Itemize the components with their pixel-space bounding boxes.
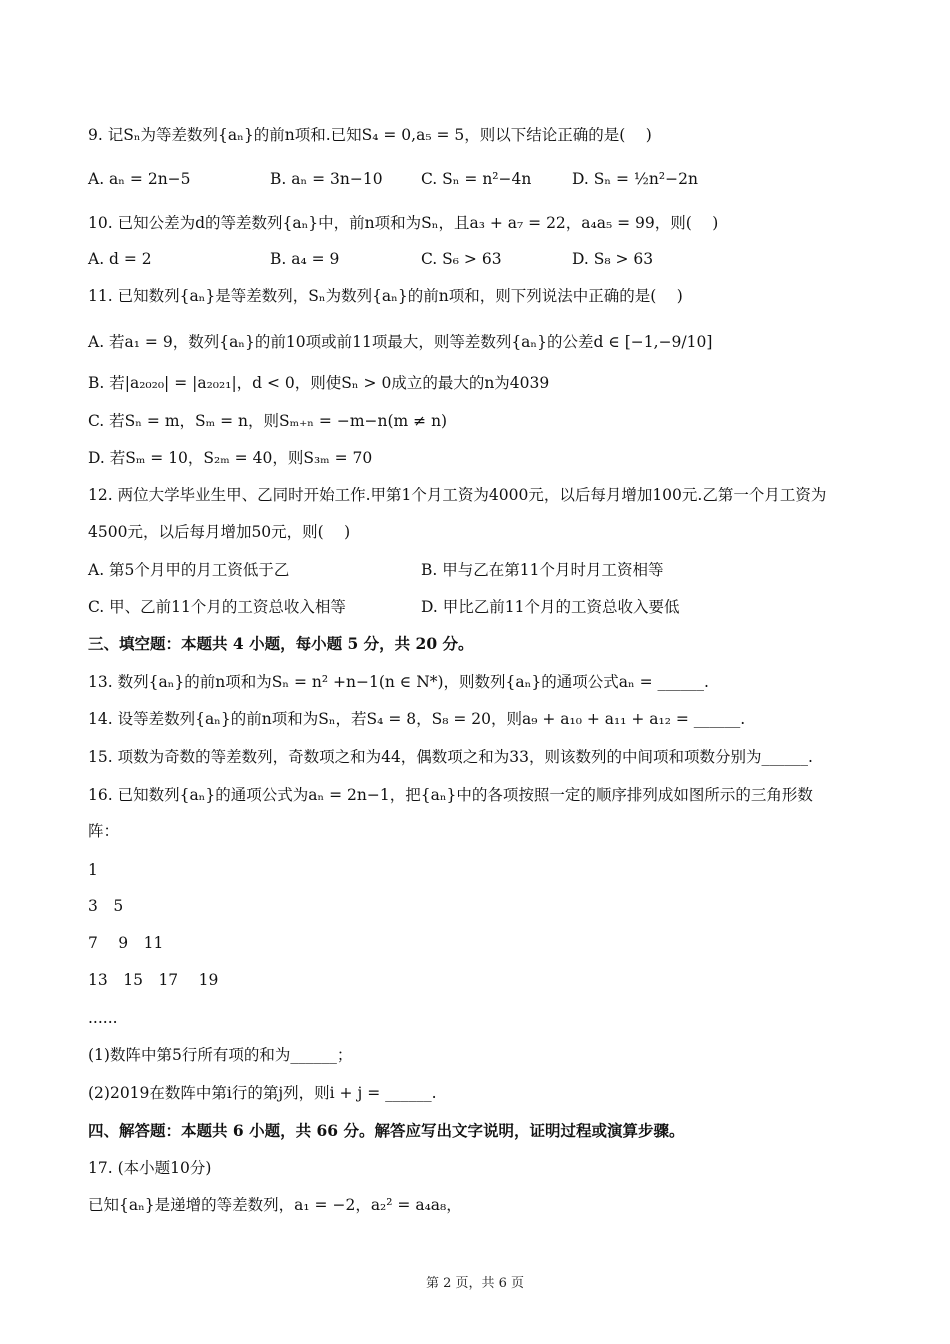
q10-option-b: B. a₄ = 9 — [270, 250, 340, 268]
page-footer: 第 2 页，共 6 页 — [425, 1276, 525, 1291]
q10-option-c: C. S₆ > 63 — [421, 250, 502, 268]
q16-sub1: (1)数阵中第5行所有项的和为______； — [88, 1046, 353, 1064]
q11-option-b: B. 若|a₂₀₂₀| = |a₂₀₂₁|，d < 0，则使Sₙ > 0成立的最大的n为4039 — [88, 374, 550, 392]
q12-option-a: A. 第5个月甲的月工资低于乙 — [88, 561, 290, 579]
triangle-row-2: 3 5 — [88, 897, 124, 915]
q15: 15. 项数为奇数的等差数列，奇数项之和为44，偶数项之和为33，则该数列的中间项和项数分别为______. — [88, 748, 813, 766]
q9-stem: 9. 记Sₙ为等差数列{aₙ}的前n项和.已知S₄ = 0,a₅ = 5，则以下结论正确的是( ) — [88, 126, 652, 144]
q9-option-a: A. aₙ = 2n−5 — [88, 170, 191, 188]
q11-option-d: D. 若Sₘ = 10，S₂ₘ = 40，则S₃ₘ = 70 — [88, 449, 373, 467]
triangle-row-1: 1 — [88, 861, 98, 879]
q14: 14. 设等差数列{aₙ}的前n项和为Sₙ，若S₄ = 8，S₈ = 20，则a₉ + a₁₀ + a₁₁ + a₁₂ = ______. — [88, 710, 746, 728]
q11-option-c: C. 若Sₙ = m，Sₘ = n，则Sₘ₊ₙ = −m−n(m ≠ n) — [88, 412, 448, 430]
q11-stem: 11. 已知数列{aₙ}是等差数列，Sₙ为数列{aₙ}的前n项和，则下列说法中正确的是( ) — [88, 287, 683, 305]
q10-option-d: D. S₈ > 63 — [572, 250, 654, 268]
q17-title: 17. (本小题10分) — [88, 1159, 212, 1177]
q16-sub2: (2)2019在数阵中第i行的第j列，则i + j = ______. — [88, 1084, 437, 1102]
q9-option-d: D. Sₙ = ½n²−2n — [572, 170, 698, 188]
q13: 13. 数列{aₙ}的前n项和为Sₙ = n² +n−1(n ∈ N*)，则数列{aₙ}的通项公式aₙ = ______. — [88, 673, 709, 691]
q16-stem-line2: 阵： — [88, 822, 120, 840]
q17-stem: 已知{aₙ}是递增的等差数列，a₁ = −2，a₂² = a₄a₈， — [88, 1196, 462, 1214]
triangle-ellipsis: ...... — [88, 1009, 118, 1027]
triangle-row-4: 13 15 17 19 — [88, 971, 219, 989]
q10-stem: 10. 已知公差为d的等差数列{aₙ}中，前n项和为Sₙ，且a₃ + a₇ = 22，a₄a₅ = 99，则( ) — [88, 214, 719, 232]
q11-option-a: A. 若a₁ = 9，数列{aₙ}的前10项或前11项最大，则等差数列{aₙ}的公差d ∈ [−1,−9/10] — [88, 333, 713, 351]
q10-option-a: A. d = 2 — [88, 250, 152, 268]
q12-option-c: C. 甲、乙前11个月的工资总收入相等 — [88, 598, 346, 616]
q12-stem-line1: 12. 两位大学毕业生甲、乙同时开始工作.甲第1个月工资为4000元，以后每月增加100元.乙第一个月工资为 — [88, 486, 827, 504]
q12-option-b: B. 甲与乙在第11个月时月工资相等 — [421, 561, 664, 579]
triangle-row-3: 7 9 11 — [88, 934, 164, 952]
section-3-heading: 三、填空题：本题共 4 小题，每小题 5 分，共 20 分。 — [88, 634, 474, 653]
section-4-heading: 四、解答题：本题共 6 小题，共 66 分。解答应写出文字说明，证明过程或演算步骤。 — [88, 1121, 685, 1140]
q16-stem-line1: 16. 已知数列{aₙ}的通项公式为aₙ = 2n−1，把{aₙ}中的各项按照一定的顺序排列成如图所示的三角形数 — [88, 786, 813, 804]
q12-stem-line2: 4500元，以后每月增加50元，则( ) — [88, 523, 351, 541]
q9-option-b: B. aₙ = 3n−10 — [270, 170, 383, 188]
q9-option-c: C. Sₙ = n²−4n — [421, 170, 532, 188]
q12-option-d: D. 甲比乙前11个月的工资总收入要低 — [421, 598, 680, 616]
